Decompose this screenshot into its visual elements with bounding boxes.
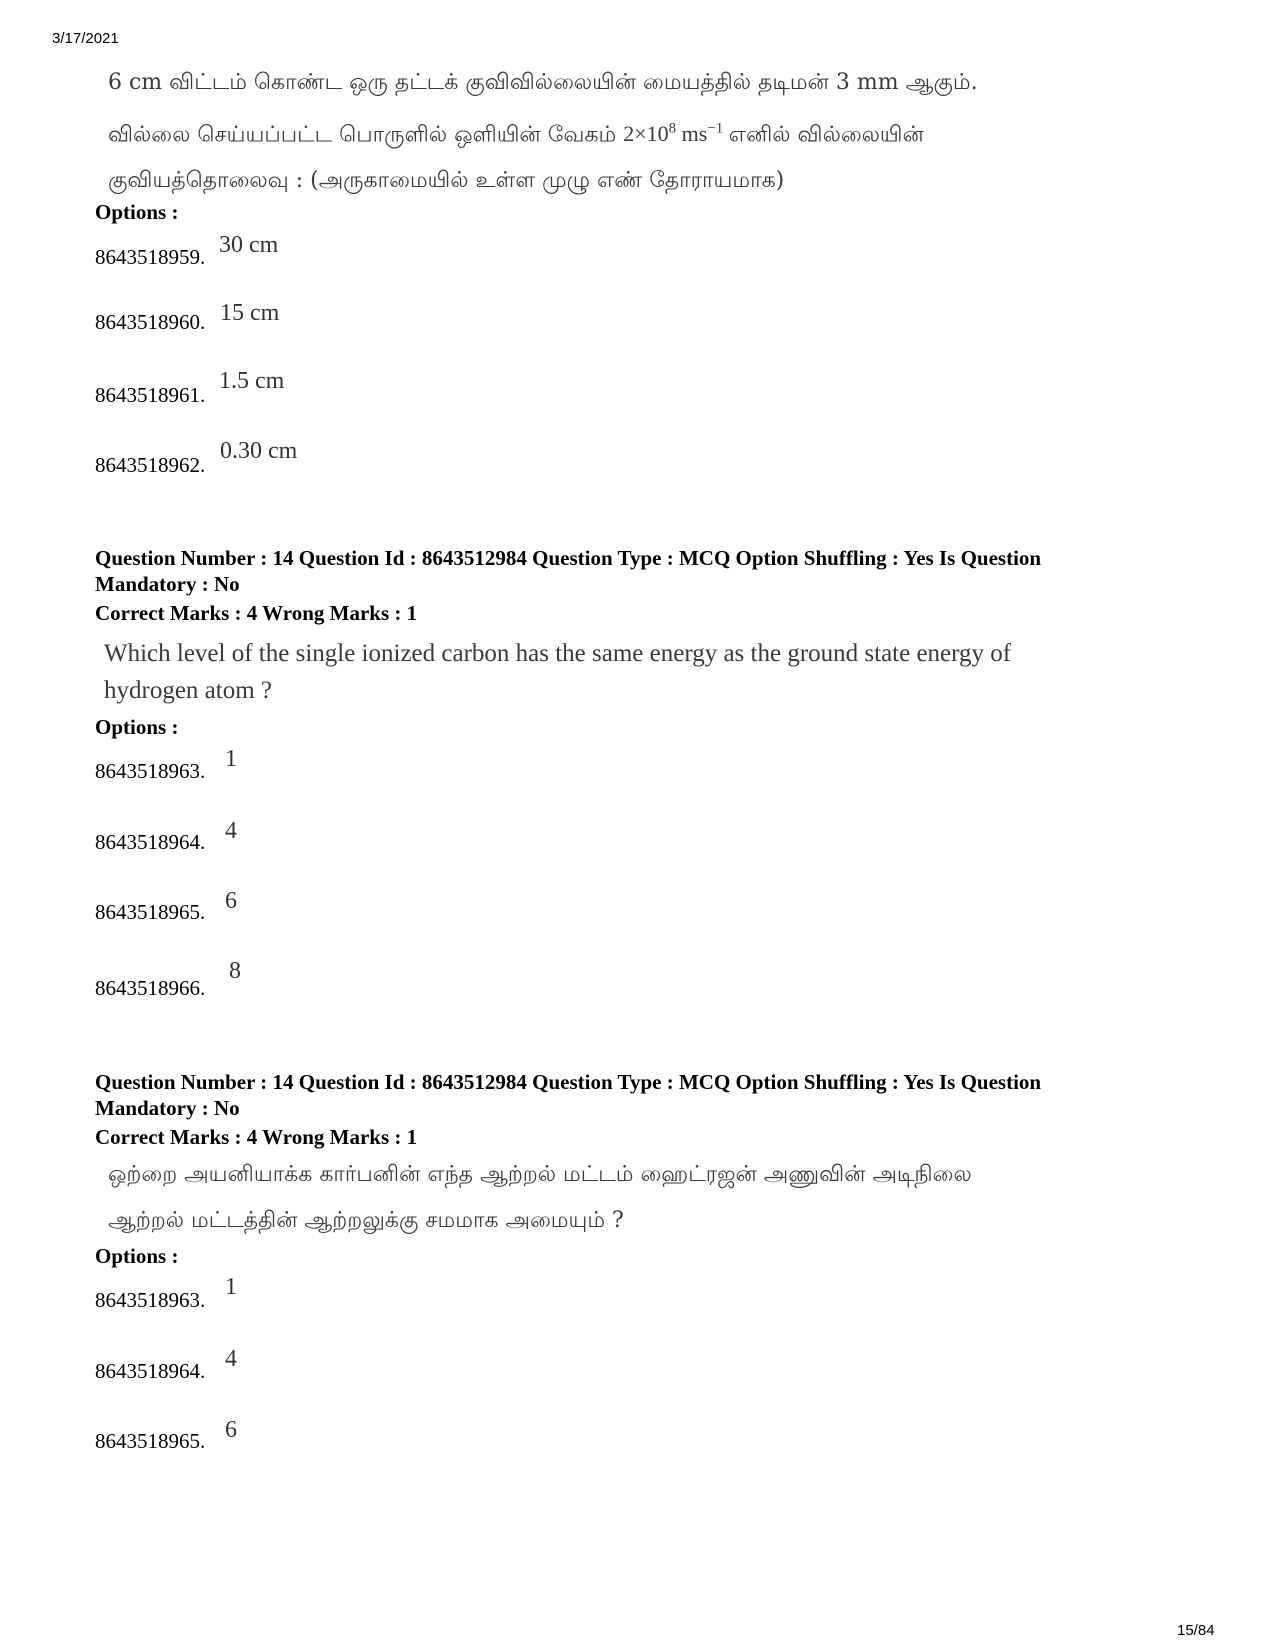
question-meta [95, 1069, 1205, 1121]
option-id: 8643518965. [95, 1429, 206, 1453]
question-line-part: எனில் வில்லையின் [728, 122, 924, 148]
speed-unit: ms [681, 121, 708, 147]
question-meta [95, 545, 1205, 597]
option-id: 8643518963. [95, 1288, 206, 1312]
question-line: 6 cm விட்டம் கொண்ட ஒரு தட்டக் குவிவில்லையின் மையத்தில் தடிமன் 3 mm ஆகும். [108, 70, 978, 95]
option-id: 8643518965. [95, 900, 206, 924]
option-id: 8643518961. [95, 383, 206, 407]
question-meta-line: Question Number : 14 Question Id : 8643512984 Question Type : MCQ Option Shuffling : Yes Is Question [95, 546, 1042, 570]
option-id: 8643518963. [95, 759, 206, 783]
option-value: 1 [225, 746, 237, 772]
option-value: 8 [229, 958, 241, 984]
option-value: 0.30 cm [220, 438, 298, 464]
options-label: Options : [95, 715, 179, 739]
print-date: 3/17/2021 [52, 30, 119, 47]
question-meta-line: Mandatory : No [95, 1096, 240, 1120]
question-line: ஒற்றை அயனியாக்க கார்பனின் எந்த ஆற்றல் மட்டம் ஹைட்ரஜன் அணுவின் அடிநிலை [108, 1162, 972, 1187]
option-value: 1.5 cm [219, 368, 285, 394]
options-label: Options : [95, 1244, 179, 1268]
question-text-english [104, 635, 1204, 709]
question-line [108, 106, 1188, 158]
option-id: 8643518964. [95, 830, 206, 854]
page-number: 15/84 [1177, 1622, 1215, 1639]
option-value: 6 [225, 1417, 237, 1443]
option-value: 6 [225, 888, 237, 914]
question-marks: Correct Marks : 4 Wrong Marks : 1 [95, 601, 418, 625]
option-value: 15 cm [220, 300, 280, 326]
options-label: Options : [95, 200, 179, 224]
question-meta-line: Question Number : 14 Question Id : 8643512984 Question Type : MCQ Option Shuffling : Yes Is Question [95, 1070, 1042, 1094]
question-marks: Correct Marks : 4 Wrong Marks : 1 [95, 1125, 418, 1149]
speed-base: 2×10 [623, 121, 669, 147]
option-value: 1 [225, 1274, 237, 1300]
speed-exponent: 8 [668, 121, 677, 137]
option-id: 8643518960. [95, 310, 206, 334]
question-text-tamil [108, 60, 1188, 204]
question-text-tamil [108, 1152, 1188, 1244]
option-id: 8643518962. [95, 453, 206, 477]
question-line: Which level of the single ionized carbon has the same energy as the ground state energy of [104, 640, 1012, 667]
question-line-part: வில்லை செய்யப்பட்ட பொருளில் ஒளியின் வேகம் [108, 122, 617, 148]
question-meta-line: Mandatory : No [95, 572, 240, 596]
question-line: ஆற்றல் மட்டத்தின் ஆற்றலுக்கு சமமாக அமையும் ? [108, 1208, 624, 1233]
speed-value [623, 121, 729, 146]
option-value: 4 [225, 1346, 237, 1372]
option-id: 8643518966. [95, 976, 206, 1000]
option-value: 4 [225, 818, 237, 844]
option-value: 30 cm [219, 232, 279, 258]
option-id: 8643518959. [95, 245, 206, 269]
question-line: hydrogen atom ? [104, 677, 273, 704]
speed-unit-exponent: −1 [707, 121, 724, 137]
question-line: குவியத்தொலைவு : (அருகாமையில் உள்ள முழு எண் தோராயமாக) [108, 168, 785, 194]
option-id: 8643518964. [95, 1359, 206, 1383]
